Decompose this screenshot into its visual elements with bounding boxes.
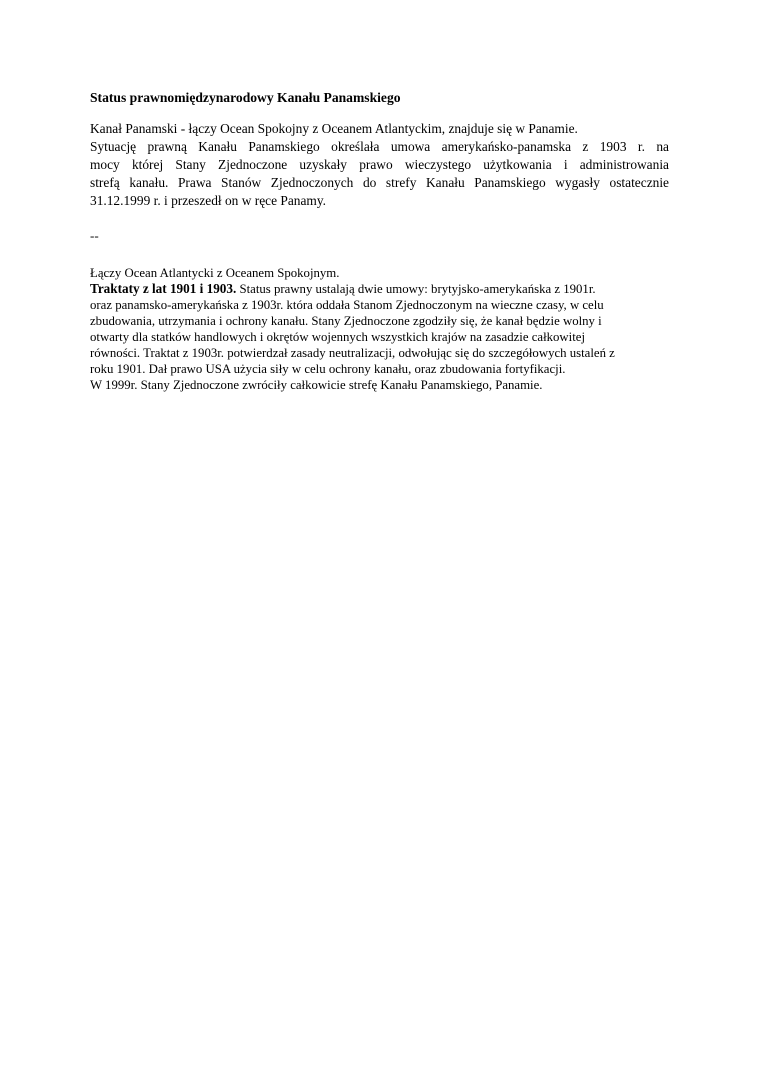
text-line: 31.12.1999 r. i przeszedł on w ręce Panamy. bbox=[90, 193, 327, 208]
text-line bbox=[90, 281, 670, 297]
paragraph-calibri bbox=[90, 120, 669, 210]
paragraph-times bbox=[90, 265, 670, 393]
text-line: W 1999r. Stany Zjednoczone zwróciły całkowicie strefę Kanału Panamskiego, Panamie. bbox=[90, 378, 543, 392]
text-line: oraz panamsko-amerykańska z 1903r. która oddała Stanom Zjednoczonym na wieczne czasy, w celu bbox=[90, 298, 604, 312]
text-line: Łączy Ocean Atlantycki z Oceanem Spokojnym. bbox=[90, 266, 340, 280]
text-line: Sytuację prawną Kanału Panamskiego określała umowa amerykańsko-panamska z 1903 r. na bbox=[90, 139, 669, 154]
text-line: zbudowania, utrzymania i ochrony kanału. Stany Zjednoczone zgodziły się, że kanał będzie wolny i bbox=[90, 314, 602, 328]
text-line: roku 1901. Dał prawo USA użycia siły w celu ochrony kanału, oraz zbudowania fortyfikacji. bbox=[90, 362, 566, 376]
text-line: otwarty dla statków handlowych i okrętów wojennych wszystkich krajów na zasadzie całkowitej bbox=[90, 330, 586, 344]
text-line: równości. Traktat z 1903r. potwierdzał zasady neutralizacji, odwołując się do szczegółowych ustaleń z bbox=[90, 346, 615, 360]
document-title: Status prawnomiędzynarodowy Kanału Panamskiego bbox=[90, 90, 401, 105]
text-line: Kanał Panamski - łączy Ocean Spokojny z Oceanem Atlantyckim, znajduje się w Panamie. bbox=[90, 121, 578, 136]
text-line: strefą kanału. Prawa Stanów Zjednoczonych do strefy Kanału Panamskiego wygasły ostatecznie bbox=[90, 175, 669, 190]
separator-text: -- bbox=[90, 228, 99, 243]
text-line: mocy której Stany Zjednoczone uzyskały prawo wieczystego użytkowania i administrowania bbox=[90, 157, 669, 172]
text-fragment: Status prawny ustalają dwie umowy: brytyjsko-amerykańska z 1901r. bbox=[236, 282, 596, 296]
bold-heading: Traktaty z lat 1901 i 1903. bbox=[90, 281, 237, 296]
